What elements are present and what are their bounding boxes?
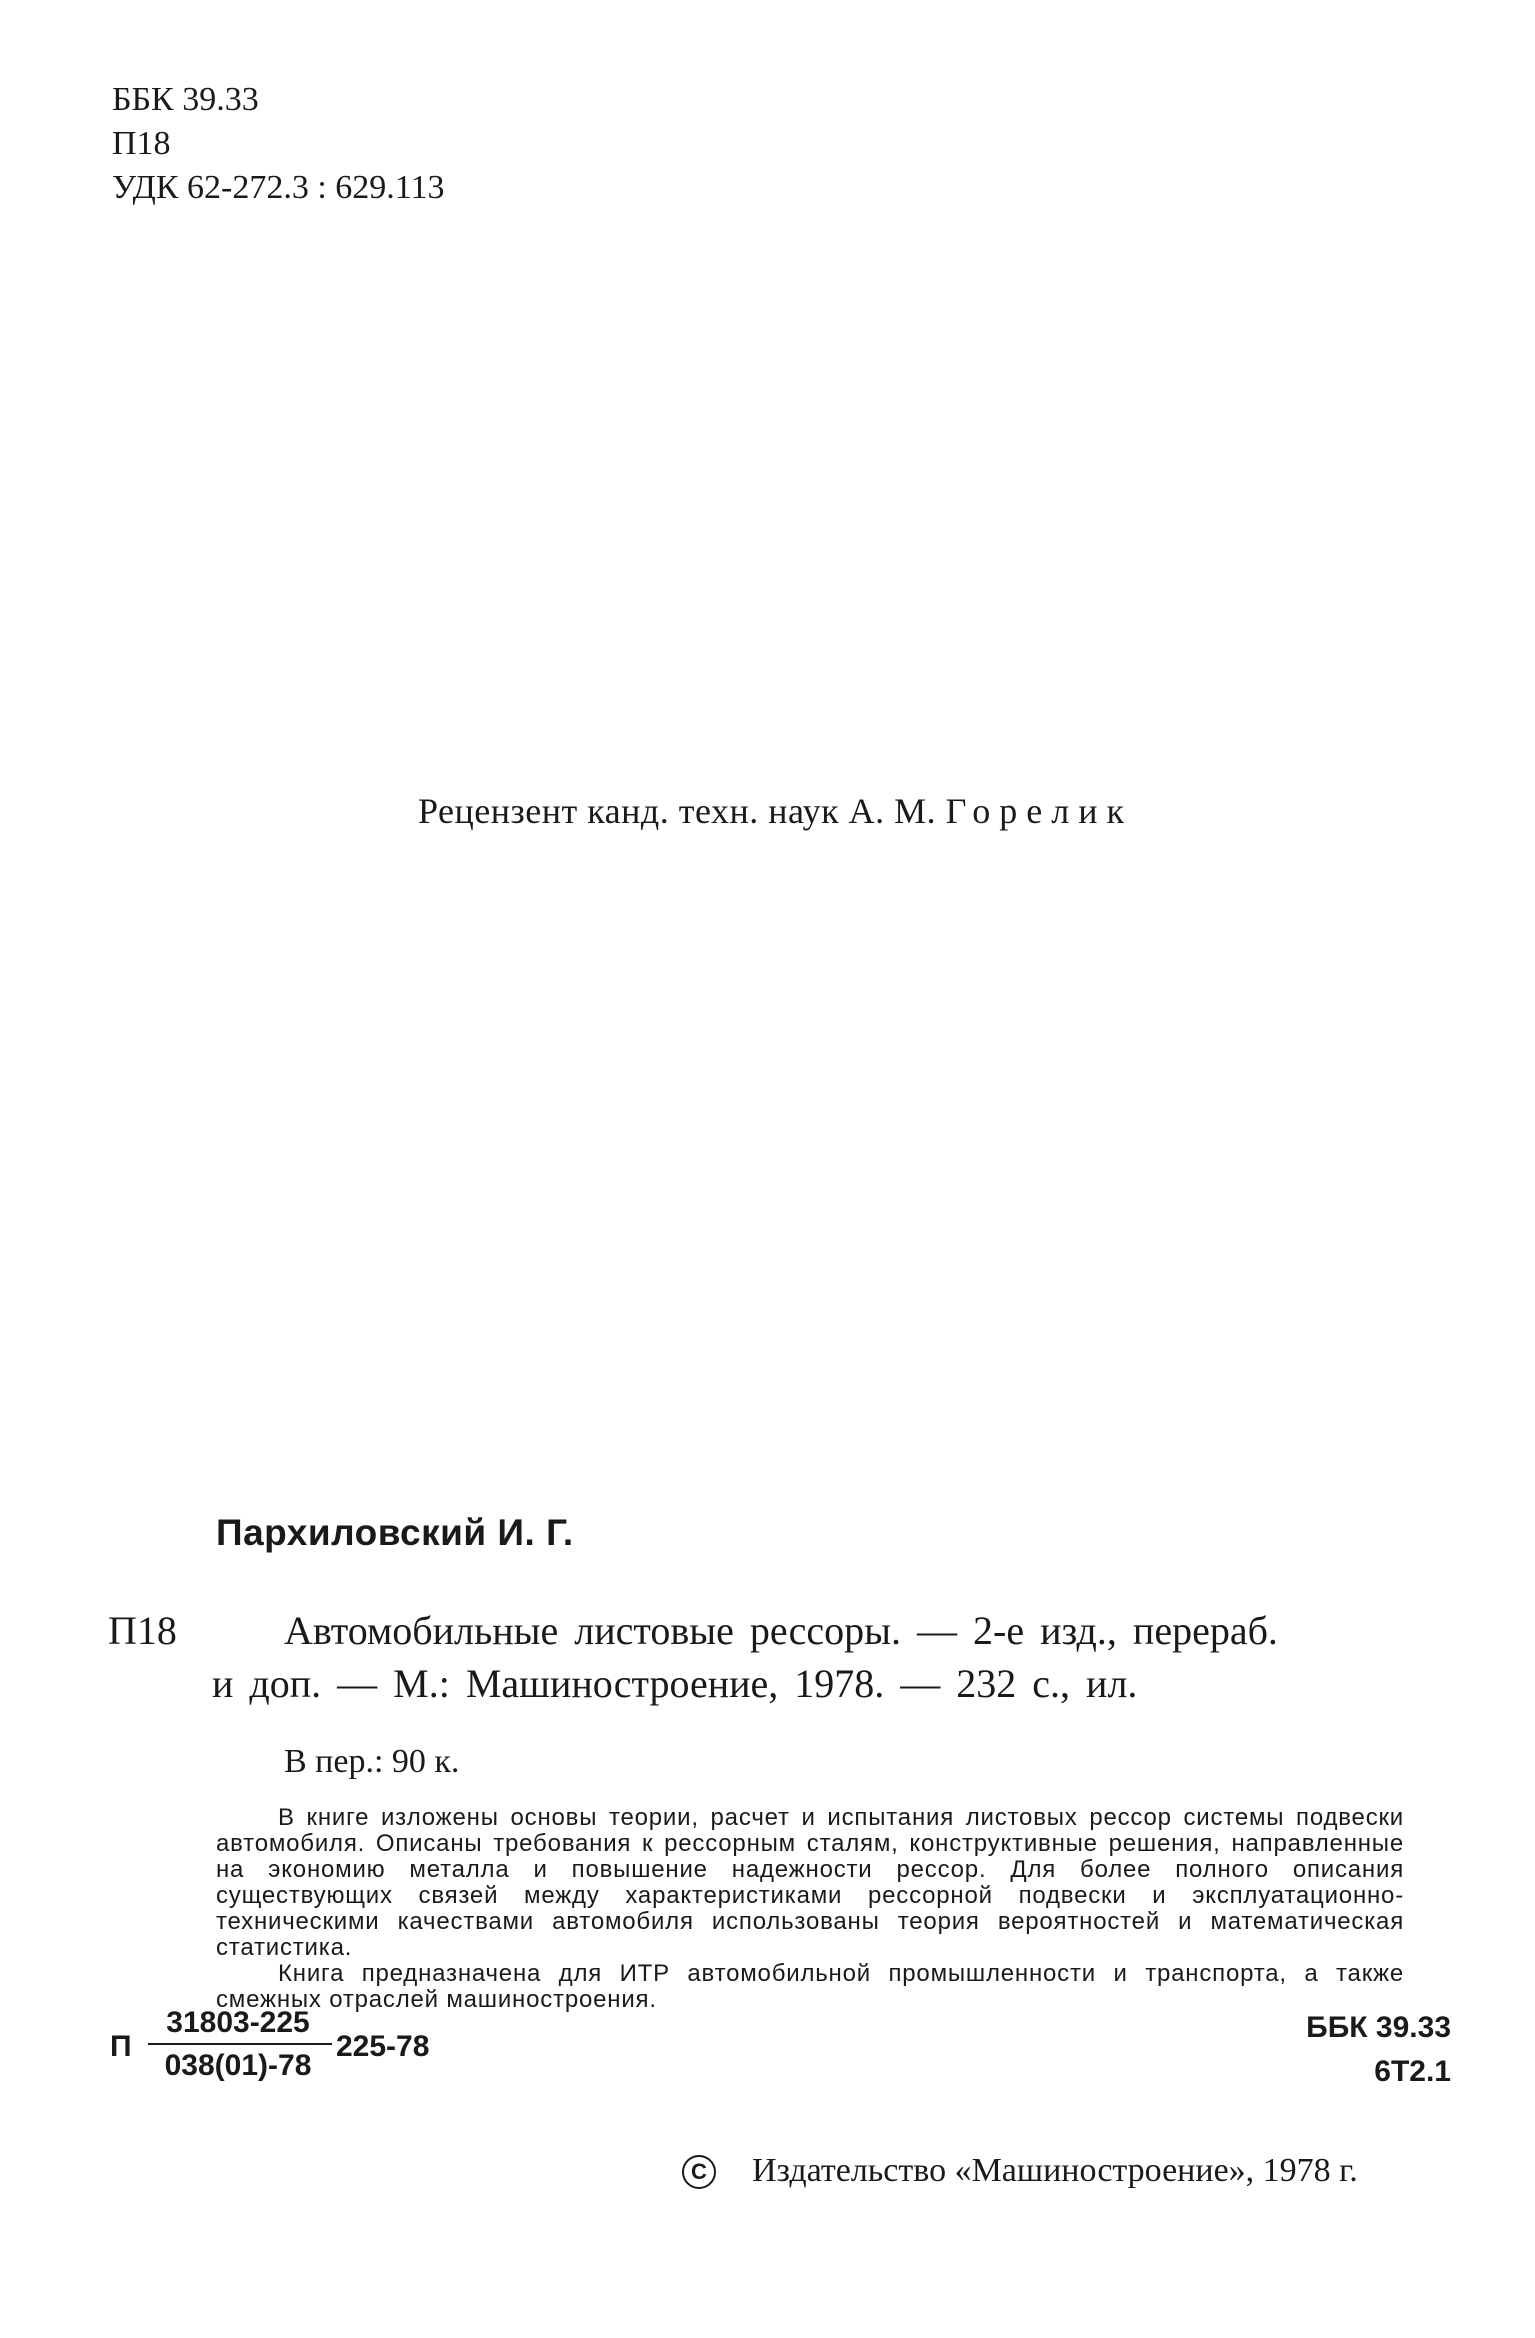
annotation-paragraph-2: Книга предназначена для ИТР автомобильной промышленности и транспорта, а также смежных отраслей машиностроения.: [216, 1960, 1404, 2013]
classification-block: [112, 78, 445, 210]
copyright-icon: C: [682, 2155, 716, 2189]
bbk-bottom: [1306, 2006, 1451, 2094]
bbk-code: ББК 39.33: [112, 81, 259, 118]
publisher-code-denominator: 038(01)-78: [164, 2049, 312, 2082]
bbk-bottom-line-2: 6Т2.1: [1374, 2055, 1451, 2088]
bbk-bottom-line-1: ББК 39.33: [1306, 2011, 1451, 2044]
publisher-code-prefix: П: [110, 2030, 132, 2063]
author-name: Пархиловский И. Г.: [216, 1512, 574, 1553]
price: В пер.: 90 к.: [284, 1743, 460, 1780]
reviewer-prefix: Рецензент канд. техн. наук А. М.: [418, 791, 937, 831]
copyright-line: [682, 2152, 1358, 2190]
entry-title-line-2: и доп. — М.: Машиностроение, 1978. — 232 с., ил.: [212, 1661, 1138, 1706]
annotation: [216, 1805, 1404, 2013]
entry-title-line-1: Автомобильные листовые рессоры. — 2-е изд., перераб.: [284, 1608, 1278, 1653]
reviewer-name: Горелик: [945, 791, 1134, 831]
udk-code: УДК 62-272.3 : 629.113: [112, 169, 445, 206]
entry-index: П18: [108, 1608, 177, 1653]
copyright-text: Издательство «Машиностроение», 1978 г.: [752, 2152, 1358, 2189]
publisher-code-numerator: 31803-225: [166, 2006, 310, 2039]
annotation-paragraph-1: В книге изложены основы теории, расчет и испытания листовых рессор системы подвески автомобиля. Описаны требования к рессорным сталям, конструктивные решения, направленные на экономию металла и повышение надежности рессор. Для более полного описания существующих связей между характеристиками рессорной подвески и эксплуатационно-техническими качествами автомобиля использованы теория вероятностей и математическая статистика.: [216, 1804, 1404, 1961]
publisher-code-suffix: 225-78: [336, 2030, 430, 2063]
fraction-bar: [148, 2043, 332, 2045]
reviewer-line: [418, 790, 1133, 832]
author-mark: П18: [112, 125, 171, 162]
